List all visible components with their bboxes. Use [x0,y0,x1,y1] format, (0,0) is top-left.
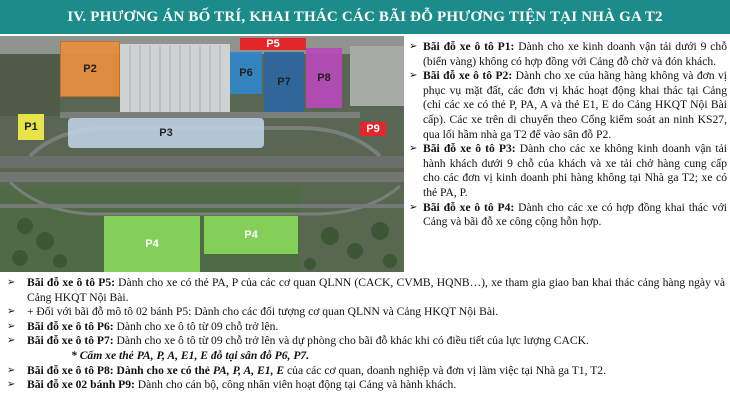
parking-lot-p3 [68,118,264,148]
description-p8-title: Bãi đỗ xe ô tô P8: [27,363,114,377]
description-p4-title: Bãi đỗ xe ô tô P4: [423,200,515,214]
description-p2-text: Dành cho xe của hãng hàng không và đơn vị phục vụ mặt đất, các đơn vị khác hoạt động khai thác tại Cảng (chỉ các xe có thẻ P, PA, A và thẻ E1, E do Cảng HKQT Nội Bài cấp). Các xe trên di chuyển theo Cổng kiểm soát an ninh KS27, qua lối hầm nhà ga T2 để vào sân đỗ P2. [423,69,727,141]
description-p4 [409,201,727,230]
description-p7-title: Bãi đỗ xe ô tô P7: [27,334,114,348]
description-p6-text: Dành cho xe ô tô từ 09 chỗ trở lên. [113,319,279,333]
description-p1-text: Dành cho xe kinh doanh vận tải dưới 9 chỗ (biển vàng) không có hợp đồng với Cảng đỗ chờ và đón khách. [423,40,727,68]
description-p6-title: Bãi đỗ xe ô tô P6: [27,319,114,333]
lot-label-p9: P9 [366,123,380,135]
lot-label-p5: P5 [266,38,280,50]
lot-label-p7: P7 [277,76,291,88]
lot-label-p6: P6 [239,67,253,79]
arrow-bullet-icon: ➢ [409,143,418,155]
lot-label-p3: P3 [159,127,173,139]
description-p5-motorbike-text: + Đối với bãi đỗ mô tô 02 bánh P5: Dành cho các đối tượng cơ quan QLNN và Cảng HKQT Nội Bài. [27,305,499,319]
page-title: IV. PHƯƠNG ÁN BỐ TRÍ, KHAI THÁC CÁC BÃI ĐỖ PHƯƠNG TIỆN TẠI NHÀ GA T2 [67,8,663,25]
parking-lot-p6 [230,52,262,94]
description-p9-title: Bãi đỗ xe 02 bánh P9: [27,378,135,392]
lot-descriptions-right [409,40,727,230]
lot-label-p1: P1 [24,121,38,133]
parking-lot-p8 [306,48,342,108]
parking-lot-p9 [360,122,386,136]
lot-label-p8: P8 [317,72,331,84]
description-p5-title: Bãi đỗ xe ô tô P5: [27,276,115,289]
parking-lot-p4-right [204,216,298,254]
arrow-bullet-icon: ➢ [409,70,418,82]
description-p8-bold-text: Dành cho xe có thẻ [113,363,213,377]
description-p1-title: Bãi đỗ xe ô tô P1: [423,40,515,53]
lot-label-p2: P2 [83,63,97,75]
description-p9 [7,378,725,393]
arrow-bullet-icon: ➢ [7,335,16,347]
description-p3-title: Bãi đỗ xe ô tô P3: [423,142,516,156]
lot-label-p4-right: P4 [244,229,258,241]
description-p1 [409,40,727,69]
description-p5-text: Dành cho xe có thẻ PA, P của các cơ quan QLNN (CACK, CVMB, HQNB…), xe tham gia giao ban khai thác cảng hàng ngày và Cảng HKQT Nội Bài. [27,276,725,304]
arrow-bullet-icon: ➢ [7,379,16,391]
description-p7-text: Dành cho xe ô tô từ 09 chỗ trở lên và dự phòng cho bãi đỗ khác khi có điều tiết của lực lượng CACK. [113,334,589,348]
arrow-bullet-icon: ➢ [7,306,16,318]
arrow-bullet-icon: ➢ [409,201,418,213]
restriction-note: * Cấm xe thẻ PA, P, A, E1, E đỗ tại sân đỗ P6, P7. [71,348,310,362]
description-p9-text: Dành cho cán bộ, công nhân viên hoạt động tại Cảng và hành khách. [134,378,457,392]
description-p6 [7,320,725,335]
arrow-bullet-icon: ➢ [7,364,16,376]
parking-lot-p4-left [104,216,200,272]
description-p7 [7,334,725,349]
description-p8 [7,364,725,379]
parking-lot-p5 [240,38,306,50]
airport-aerial-map [0,36,404,272]
description-p3-text: Dành cho các xe không kinh doanh vận tải hành khách dưới 9 chỗ của khách và xe tải chở hàng cung cấp cho các đơn vị kinh doanh phi hàng không tại Nhà ga T2; xe có thẻ PA, P. [423,142,727,199]
arrow-bullet-icon: ➢ [7,320,16,332]
description-p5-motorbike [7,305,725,320]
description-p8-cards: PA, P, A, E1, E [212,363,285,377]
lot-descriptions-bottom [7,276,725,393]
arrow-bullet-icon: ➢ [7,277,16,288]
parking-lot-p2 [60,41,120,97]
description-p2-title: Bãi đỗ xe ô tô P2: [423,69,513,83]
description-p8-text: của các cơ quan, doanh nghiệp và đơn vị làm việc tại Nhà ga T1, T2. [284,363,606,377]
section-title-bar [0,0,730,34]
parking-lot-p7 [264,52,304,112]
description-p5 [7,276,725,305]
lot-label-p4-left: P4 [145,238,159,250]
description-p4-text: Dành cho các xe có hợp đồng khai thác với Cảng và bãi đỗ xe công cộng hỗn hợp. [423,200,727,229]
description-p3 [409,142,727,200]
description-p2 [409,69,727,142]
parking-lot-p1 [18,114,44,140]
arrow-bullet-icon: ➢ [409,41,418,52]
